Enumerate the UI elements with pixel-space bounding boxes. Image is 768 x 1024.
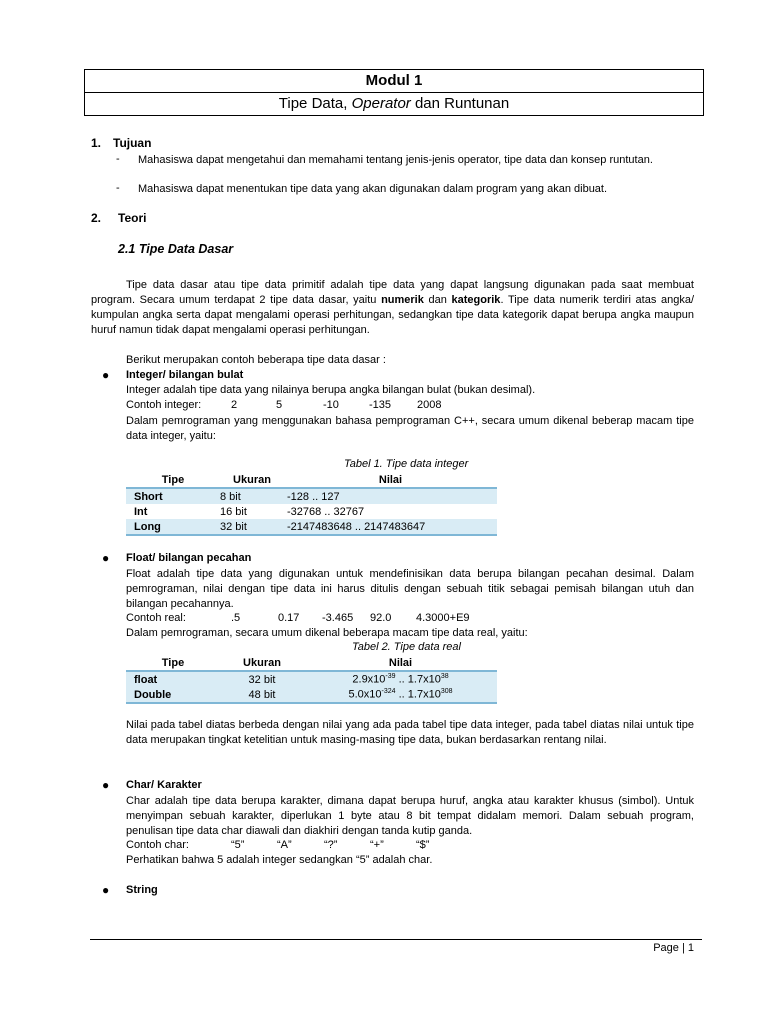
- list-dash: -: [116, 182, 120, 194]
- column-header: Tipe: [126, 656, 220, 671]
- example-value: 4.3000+E9: [416, 612, 470, 624]
- char-desc: Char adalah tipe data berupa karakter, dimana dapat berupa huruf, angka atau karakter khusus (simbol). Untuk menyimpan sebuah karakter, diperlukan 1 byte atau 8 bit tempat didalam memori. Dalam sebuah program, penulisan tipe data char diawali dan diakhiri dengan tanda kutip ganda.: [126, 795, 694, 837]
- table-row: [126, 519, 497, 535]
- integer-table: [126, 473, 497, 536]
- page-number: Page | 1: [653, 942, 694, 954]
- cell-nilai: $5.0x10^{-324}$ .. $1.7x10^{308}$: [304, 687, 497, 703]
- integer-heading: Integer/ bilangan bulat: [126, 369, 244, 381]
- cell-tipe: float: [126, 671, 220, 687]
- section2-title: Teori: [118, 211, 147, 225]
- bullet: ●: [102, 368, 110, 382]
- float-desc: Float adalah tipe data yang digunakan untuk mendefinisikan data berupa bilangan pecahan desimal. Dalam pemrograman, nilai dengan tipe data ini harus ditulis dengan sebuah titik sebagai pemisah bilangan utuh dan bilangan pecahannya.: [126, 568, 694, 610]
- cell-tipe: Double: [126, 687, 220, 703]
- module-number: Modul 1: [85, 70, 703, 93]
- cell-nilai: -2147483648 .. 2147483647: [284, 519, 497, 535]
- table-row: [126, 671, 497, 687]
- example-value: 0.17: [278, 612, 300, 624]
- float-note: Nilai pada tabel diatas berbeda dengan nilai yang ada pada tabel tipe data integer, pada tabel diatas nilai untuk tipe data merupakan tingkat ketelitian untuk masing-masing tipe data, bukan berdasarkan rentang nilai.: [126, 719, 694, 746]
- real-table: [126, 656, 497, 704]
- example-value: “+”: [370, 839, 384, 851]
- example-value: “$”: [416, 839, 430, 851]
- example-value: -10: [323, 399, 339, 411]
- cell-nilai: -128 .. 127: [284, 488, 497, 504]
- table-row: [126, 687, 497, 703]
- module-title-box: [84, 69, 704, 116]
- example-value: .5: [231, 612, 241, 624]
- example-value: “?”: [324, 839, 338, 851]
- module-title: Tipe Data, Operator dan Runtunan: [278, 95, 510, 112]
- example-value: “A”: [277, 839, 292, 851]
- string-heading: String: [126, 884, 158, 896]
- table2-caption: Tabel 2. Tipe data real: [352, 641, 461, 653]
- float-heading: Float/ bilangan pecahan: [126, 552, 252, 564]
- table-header-row: [126, 473, 497, 488]
- bullet: ●: [102, 883, 110, 897]
- list-intro: Berikut merupakan contoh beberapa tipe data dasar :: [126, 354, 386, 366]
- column-header: Ukuran: [220, 656, 304, 671]
- section2-number: 2.: [91, 211, 102, 225]
- column-header: Tipe: [126, 473, 220, 488]
- char-heading: Char/ Karakter: [126, 779, 202, 791]
- subsection-title: 2.1 Tipe Data Dasar: [118, 242, 234, 256]
- objective-item-2: Mahasiswa dapat menentukan tipe data yang akan digunakan dalam program yang akan dibuat.: [138, 183, 608, 195]
- example-value: -3.465: [322, 612, 354, 624]
- column-header: Ukuran: [220, 473, 284, 488]
- char-note: Perhatikan bahwa 5 adalah integer sedangkan “5” adalah char.: [126, 854, 433, 866]
- column-header: Nilai: [284, 473, 497, 488]
- bullet: ●: [102, 551, 110, 565]
- cell-tipe: Int: [134, 505, 148, 518]
- cell-ukuran: 8 bit: [220, 488, 284, 504]
- table-row: [126, 488, 497, 504]
- cell-ukuran: 32 bit: [220, 671, 304, 687]
- cell-nilai: -32768 .. 32767: [287, 505, 365, 518]
- example-value: 2008: [417, 399, 442, 411]
- cell-ukuran: 32 bit: [220, 519, 284, 535]
- table1-caption: Tabel 1. Tipe data integer: [344, 458, 469, 470]
- example-value: “5”: [231, 839, 245, 851]
- cell-tipe: Short: [126, 488, 220, 504]
- example-value: -135: [369, 399, 392, 411]
- objective-item-1: Mahasiswa dapat mengetahui dan memahami tentang jenis-jenis operator, tipe data dan konsep runtutan.: [138, 154, 653, 166]
- example-value: 5: [276, 399, 283, 411]
- section1-number: 1.: [91, 136, 102, 150]
- integer-cpp-text: Dalam pemrograman yang menggunakan bahasa pemprograman C++, secara umum dikenal beberap macam tipe data integer, yaitu:: [126, 415, 694, 442]
- section1-title: Tujuan: [113, 136, 152, 150]
- table-row: [126, 504, 497, 519]
- cell-ukuran: 48 bit: [220, 687, 304, 703]
- float-real-text: Dalam pemrograman, secara umum dikenal beberapa macam tipe data real, yaitu:: [126, 627, 528, 639]
- column-header: Nilai: [304, 656, 497, 671]
- example-value: 2: [231, 399, 238, 411]
- table-header-row: [126, 656, 497, 671]
- cell-ukuran: 16 bit: [220, 505, 247, 518]
- float-example-label: Contoh real:: [126, 612, 186, 624]
- bullet: ●: [102, 778, 110, 792]
- intro-paragraph: Tipe data dasar atau tipe data primitif adalah tipe data yang dapat langsung digunakan pada saat membuat program. Secara umum terdapat 2 tipe data dasar, yaitu numerik dan kategorik. Tipe data numerik terdiri atas angka/ kumpulan angka serta dapat mengalami operasi perhitungan, sedangkan tipe data kategorik dapat berupa angka maupun huruf namun tidak dapat mengalami operasi perhitungan.: [91, 279, 695, 336]
- cell-tipe: Long: [126, 519, 220, 535]
- example-value: 92.0: [370, 612, 392, 624]
- char-example-label: Contoh char:: [126, 839, 189, 851]
- footer-divider: [90, 939, 702, 940]
- integer-desc: Integer adalah tipe data yang nilainya berupa angka bilangan bulat (bukan desimal).: [126, 384, 536, 396]
- list-dash: -: [116, 153, 120, 165]
- integer-example-label: Contoh integer:: [126, 399, 202, 411]
- cell-nilai: $2.9x10^{-39}$ .. $1.7x10^{38}$: [304, 671, 497, 687]
